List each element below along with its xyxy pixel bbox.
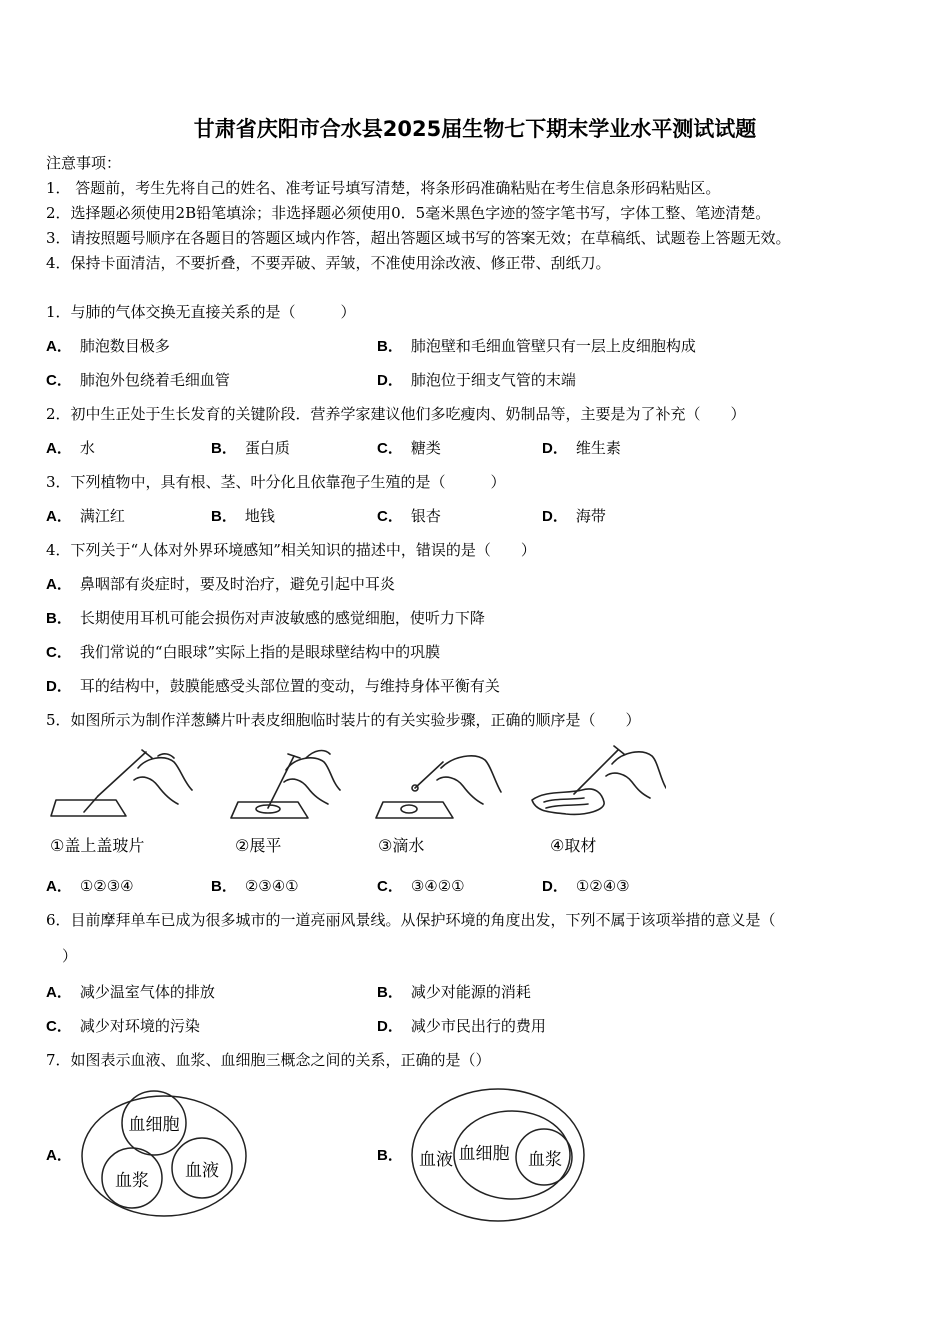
slide-preparation-figure — [46, 738, 666, 826]
q4-option-c[interactable] — [46, 641, 440, 662]
option-key: C． — [46, 372, 72, 389]
q5-option-c[interactable] — [377, 875, 465, 896]
option-key: B． — [211, 878, 237, 895]
q4-option-a[interactable] — [46, 573, 395, 594]
option-text: ②③④① — [244, 877, 299, 895]
option-text: 长期使用耳机可能会损伤对声波敏感的感觉细胞，使听力下降 — [79, 609, 485, 627]
q1-option-b[interactable] — [377, 335, 696, 356]
option-text: 满江红 — [79, 507, 125, 525]
option-key: B． — [211, 508, 237, 525]
option-key: A． — [46, 508, 72, 525]
page-title: 甘肃省庆阳市合水县2025届生物七下期末学业水平测试试题 — [193, 117, 757, 141]
notice-item: 3．请按照题号顺序在各题目的答题区域内作答，超出答题区域书写的答案无效；在草稿纸、试题卷上答题无效。 — [46, 229, 791, 247]
option-text: ③④②① — [410, 877, 465, 895]
venn-b-label-middle: 血细胞 — [458, 1144, 510, 1164]
option-key: A． — [46, 440, 72, 457]
option-text: 我们常说的“白眼球”实际上指的是眼球壁结构中的巩膜 — [79, 643, 441, 661]
venn-a-label-left: 血浆 — [115, 1171, 149, 1191]
option-text: 减少对环境的污染 — [79, 1017, 200, 1035]
option-key: D． — [542, 440, 568, 457]
figure-label-step-2: ②展平 — [235, 836, 282, 855]
q3-option-d[interactable] — [542, 505, 606, 526]
option-key: D． — [542, 878, 568, 895]
q5-option-a[interactable] — [46, 875, 134, 896]
notice-heading: 注意事项： — [46, 154, 122, 172]
option-key: D． — [542, 508, 568, 525]
option-key: A． — [46, 1147, 72, 1164]
figure-label-step-4: ④取材 — [550, 836, 597, 855]
option-text: ①②④③ — [575, 877, 630, 895]
q7-option-b[interactable] — [377, 1144, 411, 1165]
question-1-stem: 1．与肺的气体交换无直接关系的是（ ） — [46, 303, 356, 321]
q2-option-b[interactable] — [211, 437, 290, 458]
venn-b-label-outer: 血液 — [419, 1150, 453, 1170]
option-key: B． — [377, 984, 403, 1001]
option-key: D． — [377, 1018, 403, 1035]
q3-option-c[interactable] — [377, 505, 441, 526]
option-key: C． — [377, 440, 403, 457]
option-text: 蛋白质 — [244, 439, 290, 457]
question-3-stem: 3．下列植物中，具有根、茎、叶分化且依靠孢子生殖的是（ ） — [46, 473, 506, 491]
option-text: 肺泡数目极多 — [79, 337, 170, 355]
option-key: C． — [377, 508, 403, 525]
q7-option-a[interactable] — [46, 1144, 80, 1165]
option-text: 减少市民出行的费用 — [410, 1017, 546, 1035]
option-text: 糖类 — [410, 439, 441, 457]
q1-option-d[interactable] — [377, 369, 576, 390]
option-text: 地钱 — [244, 507, 275, 525]
question-7-stem: 7．如图表示血液、血浆、血细胞三概念之间的关系，正确的是（） — [46, 1051, 491, 1069]
venn-a-label-right: 血液 — [185, 1161, 219, 1181]
option-text: 水 — [79, 439, 95, 457]
q3-option-a[interactable] — [46, 505, 125, 526]
step-add-water-illustration — [376, 756, 501, 818]
notice-item: 4．保持卡面清洁，不要折叠，不要弄破、弄皱，不准使用涂改液、修正带、刮纸刀。 — [46, 254, 611, 272]
option-key: D． — [377, 372, 403, 389]
option-key: A． — [46, 338, 72, 355]
venn-a-label-top: 血细胞 — [128, 1115, 180, 1135]
q4-option-b[interactable] — [46, 607, 485, 628]
option-text: 肺泡外包绕着毛细血管 — [79, 371, 230, 389]
q5-option-d[interactable] — [542, 875, 630, 896]
option-key: A． — [46, 878, 72, 895]
figure-label-step-1: ①盖上盖玻片 — [50, 836, 145, 855]
venn-diagram-a — [78, 1090, 248, 1220]
q2-option-d[interactable] — [542, 437, 621, 458]
option-text: 减少温室气体的排放 — [79, 983, 215, 1001]
option-key: A． — [46, 984, 72, 1001]
option-text: 耳的结构中，鼓膜能感受头部位置的变动，与维持身体平衡有关 — [79, 677, 500, 695]
figure-label-step-3: ③滴水 — [378, 836, 425, 855]
q5-option-b[interactable] — [211, 875, 299, 896]
q3-option-b[interactable] — [211, 505, 275, 526]
question-4-stem: 4．下列关于“人体对外界环境感知”相关知识的描述中，错误的是（ ） — [46, 541, 536, 559]
option-text: 鼻咽部有炎症时，要及时治疗，避免引起中耳炎 — [79, 575, 395, 593]
option-text: 减少对能源的消耗 — [410, 983, 531, 1001]
step-take-material-illustration — [532, 746, 666, 814]
notice-item: 2．选择题必须使用2B铅笔填涂；非选择题必须使用0．5毫米黑色字迹的签字笔书写，字体工整、笔迹清楚。 — [46, 204, 771, 222]
option-text: ①②③④ — [79, 877, 134, 895]
option-key: D． — [46, 678, 72, 695]
option-text: 肺泡壁和毛细血管壁只有一层上皮细胞构成 — [410, 337, 696, 355]
option-text: 维生素 — [575, 439, 621, 457]
option-key: B． — [377, 338, 403, 355]
option-text: 海带 — [575, 507, 606, 525]
step-cover-slip-illustration — [51, 750, 192, 816]
option-text: 银杏 — [410, 507, 441, 525]
option-key: B． — [46, 610, 72, 627]
option-key: C． — [377, 878, 403, 895]
option-key: B． — [377, 1147, 403, 1164]
option-key: C． — [46, 1018, 72, 1035]
q2-option-a[interactable] — [46, 437, 95, 458]
q1-option-a[interactable] — [46, 335, 170, 356]
q1-option-c[interactable] — [46, 369, 230, 390]
q4-option-d[interactable] — [46, 675, 500, 696]
question-2-stem: 2．初中生正处于生长发育的关键阶段．营养学家建议他们多吃瘦肉、奶制品等，主要是为了补充（ ） — [46, 405, 746, 423]
option-key: C． — [46, 644, 72, 661]
question-6-stem: 6．目前摩拜单车已成为很多城市的一道亮丽风景线。从保护环境的角度出发，下列不属于该项举措的意义是（ — [46, 911, 776, 929]
option-key: A． — [46, 576, 72, 593]
option-text: 肺泡位于细支气管的末端 — [410, 371, 576, 389]
q6-option-a[interactable] — [46, 981, 215, 1002]
question-6-stem-continued: ） — [62, 947, 78, 965]
notice-item: 1． 答题前，考生先将自己的姓名、准考证号填写清楚，将条形码准确粘贴在考生信息条形码粘贴区。 — [46, 179, 721, 197]
q6-option-b[interactable] — [377, 981, 531, 1002]
option-key: B． — [211, 440, 237, 457]
question-5-stem: 5．如图所示为制作洋葱鳞片叶表皮细胞临时装片的有关实验步骤，正确的顺序是（ ） — [46, 711, 641, 729]
outer-ellipse — [82, 1096, 246, 1216]
q2-option-c[interactable] — [377, 437, 441, 458]
venn-diagram-b — [408, 1085, 588, 1225]
venn-b-label-inner: 血浆 — [528, 1150, 562, 1170]
q6-option-d[interactable] — [377, 1015, 546, 1036]
step-flatten-illustration — [231, 751, 340, 818]
q6-option-c[interactable] — [46, 1015, 200, 1036]
